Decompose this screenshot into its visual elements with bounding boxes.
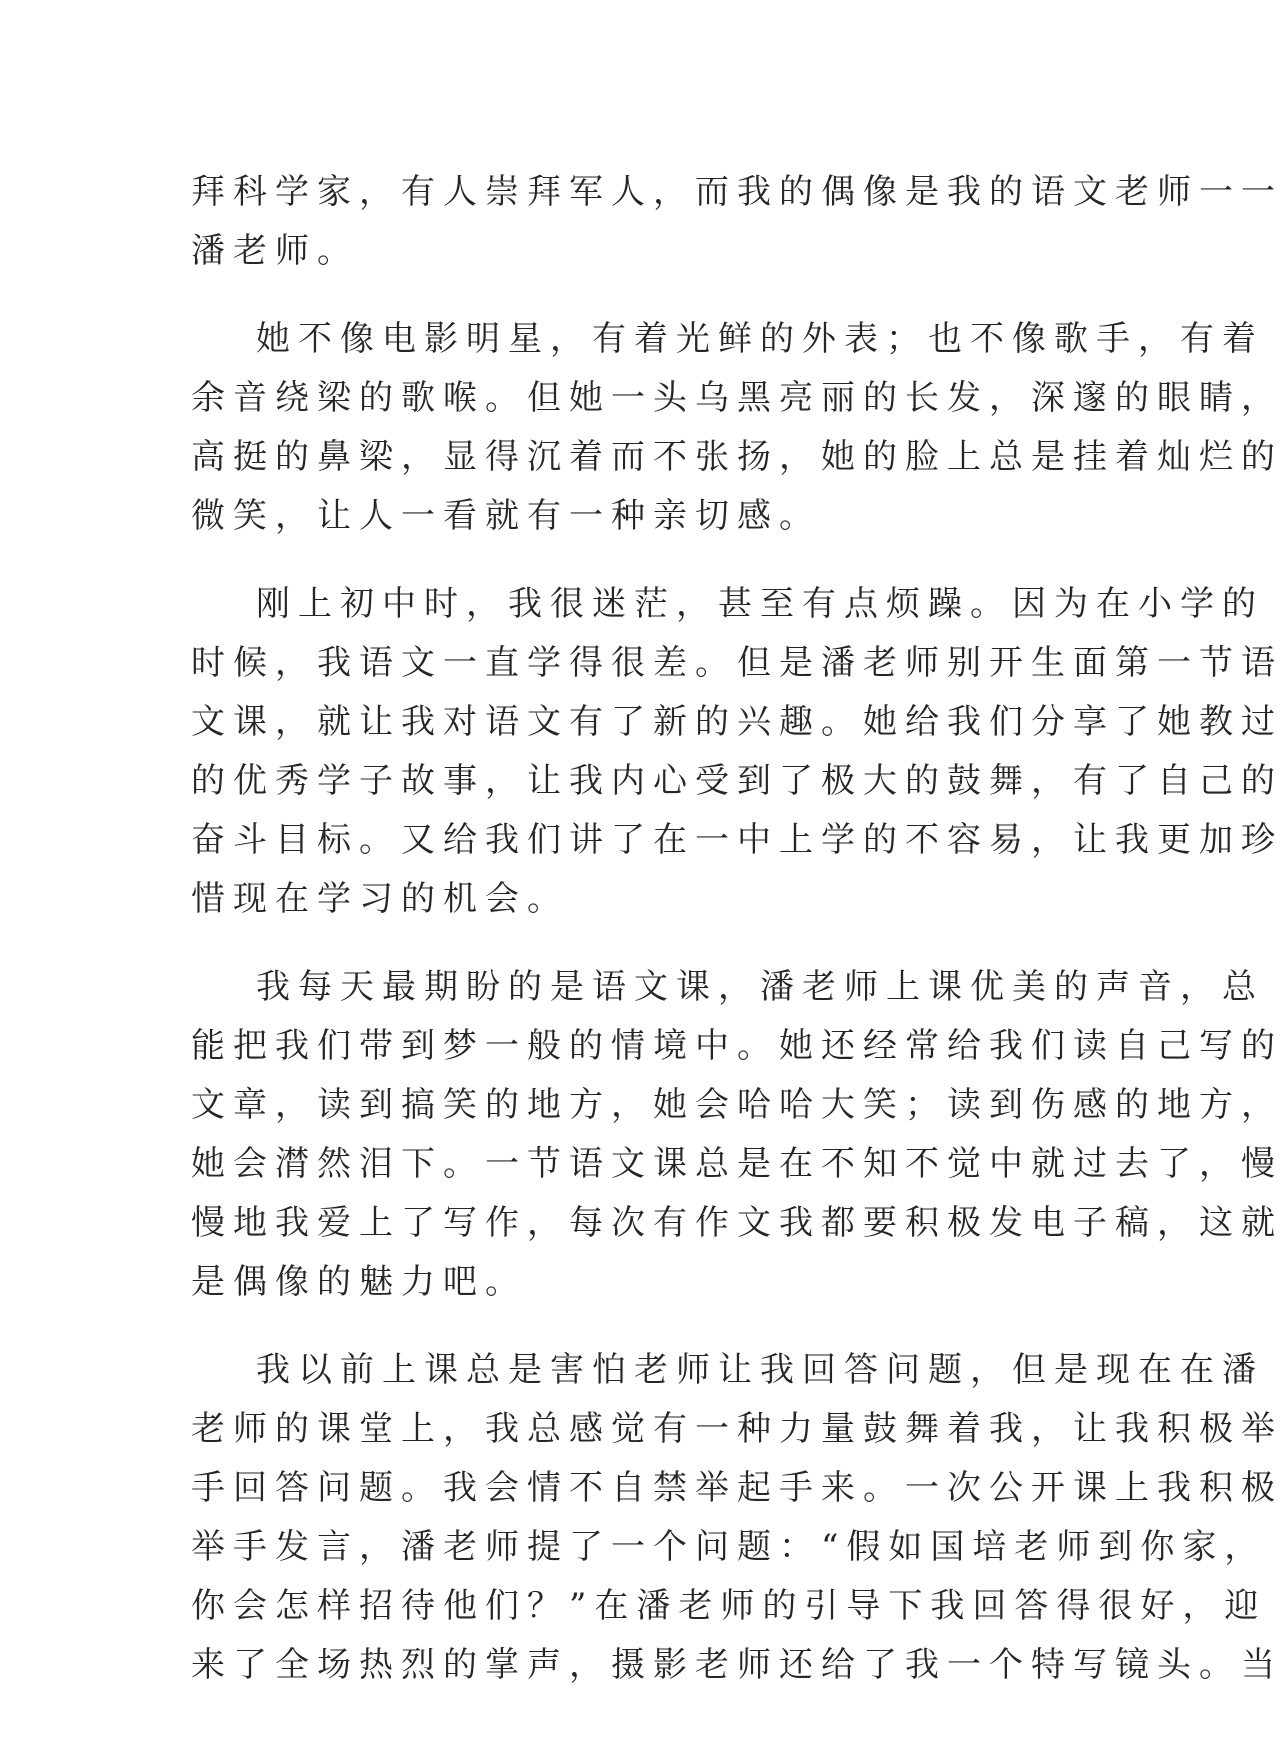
- text-line: 能把我们带到梦一般的情境中。她还经常给我们读自己写的: [191, 1026, 1283, 1066]
- text-line: 来了全场热烈的掌声，摄影老师还给了我一个特写镜头。当: [191, 1645, 1283, 1685]
- text-line: 手回答问题。我会情不自禁举起手来。一次公开课上我积极: [191, 1468, 1283, 1508]
- paragraph-2: [191, 310, 1283, 546]
- text-line: 老师的课堂上，我总感觉有一种力量鼓舞着我，让我积极举: [191, 1409, 1283, 1449]
- text-line: 刚上初中时，我很迷茫，甚至有点烦躁。因为在小学的: [256, 584, 1264, 624]
- text-line: 她不像电影明星，有着光鲜的外表；也不像歌手，有着: [256, 319, 1264, 359]
- text-line: 潘老师。: [191, 231, 359, 271]
- text-line: 我每天最期盼的是语文课，潘老师上课优美的声音，总: [256, 967, 1264, 1007]
- text-line: 时候，我语文一直学得很差。但是潘老师别开生面第一节语: [191, 643, 1283, 683]
- text-line: 惜现在学习的机会。: [191, 879, 569, 919]
- text-line: 余音绕梁的歌喉。但她一头乌黑亮丽的长发，深邃的眼睛，: [191, 378, 1283, 418]
- text-line: 拜科学家，有人崇拜军人，而我的偶像是我的语文老师一一: [191, 172, 1283, 212]
- text-line: 高挺的鼻梁，显得沉着而不张扬，她的脸上总是挂着灿烂的: [191, 437, 1283, 477]
- text-line: 她会潸然泪下。一节语文课总是在不知不觉中就过去了，慢: [191, 1144, 1283, 1184]
- text-line: 我以前上课总是害怕老师让我回答问题，但是现在在潘: [256, 1350, 1264, 1390]
- text-line: 微笑，让人一看就有一种亲切感。: [191, 496, 821, 536]
- text-line: 慢地我爱上了写作，每次有作文我都要积极发电子稿，这就: [191, 1203, 1283, 1243]
- paragraph-4: [191, 958, 1283, 1312]
- text-line: 是偶像的魅力吧。: [191, 1262, 527, 1302]
- paragraph-3: [191, 575, 1283, 929]
- text-line: 举手发言，潘老师提了一个问题：“假如国培老师到你家，: [191, 1527, 1267, 1567]
- paragraph-5: [191, 1341, 1283, 1695]
- text-line: 文课，就让我对语文有了新的兴趣。她给我们分享了她教过: [191, 702, 1283, 742]
- text-line: 文章，读到搞笑的地方，她会哈哈大笑；读到伤感的地方，: [191, 1085, 1283, 1125]
- essay-body: [191, 163, 1283, 1695]
- paragraph-1: [191, 163, 1283, 281]
- text-line: 奋斗目标。又给我们讲了在一中上学的不容易，让我更加珍: [191, 820, 1283, 860]
- text-line: 你会怎样招待他们？”在潘老师的引导下我回答得很好，迎: [191, 1586, 1267, 1626]
- text-line: 的优秀学子故事，让我内心受到了极大的鼓舞，有了自己的: [191, 761, 1283, 801]
